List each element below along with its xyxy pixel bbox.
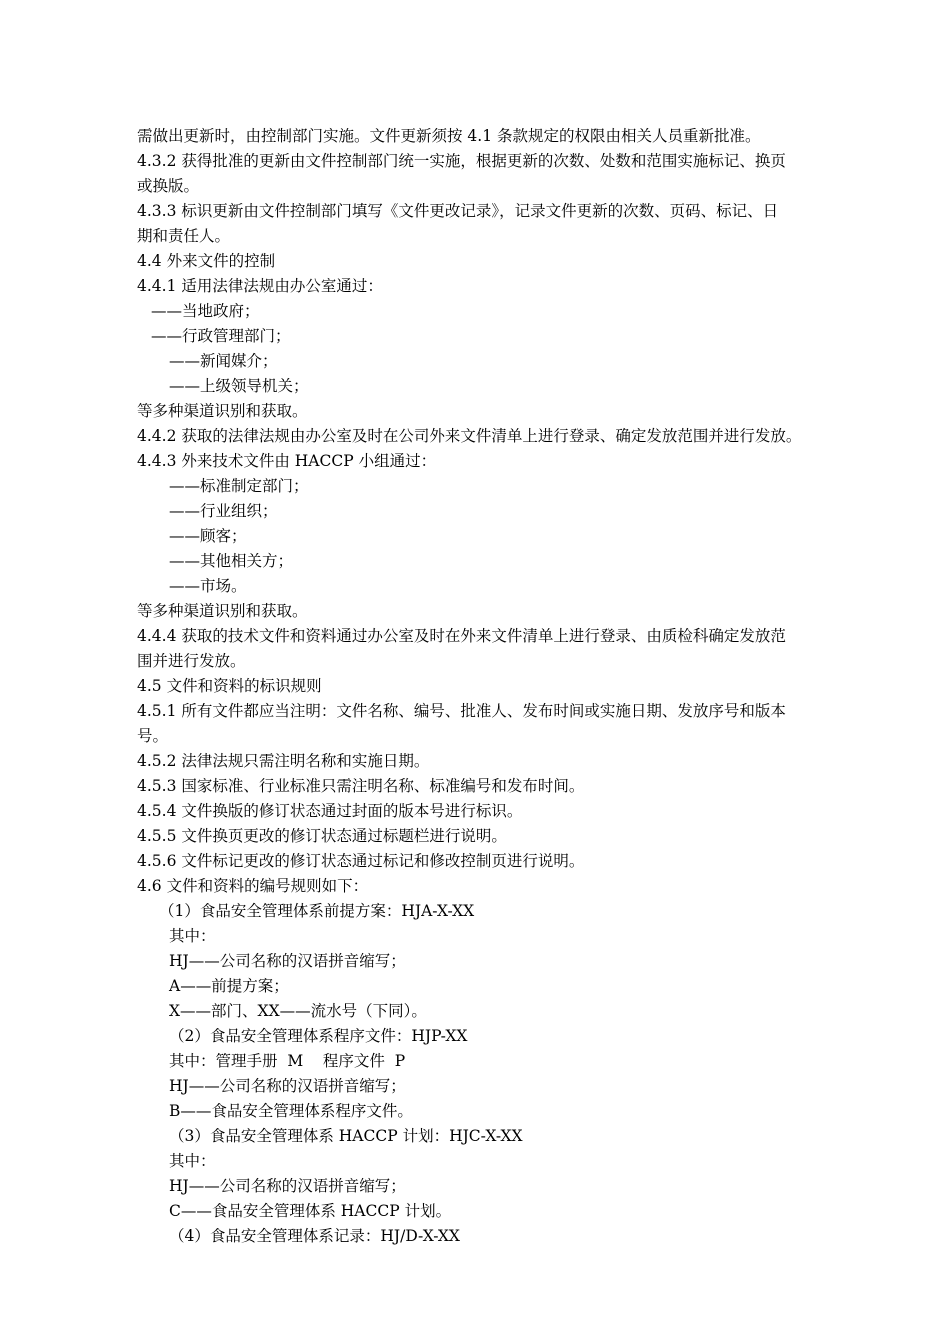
text-line: 4.5.5 文件换页更改的修订状态通过标题栏进行说明。: [137, 827, 507, 845]
text-line: （1）食品安全管理体系前提方案：HJA-X-XX: [159, 902, 475, 920]
text-line: 围并进行发放。: [137, 652, 246, 670]
text-line: X——部门、XX——流水号（下同）。: [169, 1002, 427, 1020]
text-line: 4.6 文件和资料的编号规则如下：: [137, 877, 369, 895]
text-line: 期和责任人。: [137, 227, 231, 245]
text-line: A——前提方案；: [169, 977, 289, 995]
text-line: HJ——公司名称的汉语拼音缩写；: [169, 1077, 406, 1095]
text-line: 等多种渠道识别和获取。: [137, 602, 308, 620]
text-line: 号。: [137, 727, 169, 745]
text-line: HJ——公司名称的汉语拼音缩写；: [169, 1177, 406, 1195]
text-line: 其中：管理手册 M 程序文件 P: [169, 1052, 406, 1070]
text-line: ——顾客；: [169, 527, 247, 545]
text-line: HJ——公司名称的汉语拼音缩写；: [169, 952, 406, 970]
text-line: 4.4.1 适用法律法规由办公室通过：: [137, 277, 383, 295]
text-line: 等多种渠道识别和获取。: [137, 402, 308, 420]
text-line: 4.4 外来文件的控制: [137, 252, 276, 270]
text-line: 4.5.4 文件换版的修订状态通过封面的版本号进行标识。: [137, 802, 523, 820]
text-line: ——新闻媒介；: [169, 352, 278, 370]
text-line: 4.3.3 标识更新由文件控制部门填写《文件更改记录》，记录文件更新的次数、页码、标记、日: [137, 202, 779, 220]
text-line: ——标准制定部门；: [169, 477, 309, 495]
text-line: ——其他相关方；: [169, 552, 294, 570]
text-line: 4.3.2 获得批准的更新由文件控制部门统一实施，根据更新的次数、处数和范围实施标记、换页: [137, 152, 786, 170]
text-line: 4.4.2 获取的法律法规由办公室及时在公司外来文件清单上进行登录、确定发放范围并进行发放。: [137, 427, 802, 445]
text-line: 4.5 文件和资料的标识规则: [137, 677, 322, 695]
text-line: （4）食品安全管理体系记录：HJ/D-X-XX: [169, 1227, 460, 1245]
text-line: 4.5.2 法律法规只需注明名称和实施日期。: [137, 752, 430, 770]
text-line: B——食品安全管理体系程序文件。: [169, 1102, 413, 1120]
document-body: [137, 124, 840, 1249]
text-line: 其中：: [169, 1152, 216, 1170]
text-line: 4.5.3 国家标准、行业标准只需注明名称、标准编号和发布时间。: [137, 777, 585, 795]
text-line: 需做出更新时，由控制部门实施。文件更新须按 4.1 条款规定的权限由相关人员重新批准。: [137, 127, 761, 145]
text-line: 或换版。: [137, 177, 200, 195]
text-line: 其中：: [169, 927, 216, 945]
text-line: ——行政管理部门；: [151, 327, 291, 345]
text-line: ——当地政府；: [151, 302, 260, 320]
text-line: ——行业组织；: [169, 502, 278, 520]
text-line: C——食品安全管理体系 HACCP 计划。: [169, 1202, 452, 1220]
text-line: 4.4.4 获取的技术文件和资料通过办公室及时在外来文件清单上进行登录、由质检科确定发放范: [137, 627, 786, 645]
text-line: （3）食品安全管理体系 HACCP 计划：HJC-X-XX: [169, 1127, 523, 1145]
text-line: ——市场。: [169, 577, 247, 595]
text-line: 4.5.6 文件标记更改的修订状态通过标记和修改控制页进行说明。: [137, 852, 585, 870]
text-line: 4.4.3 外来技术文件由 HACCP 小组通过：: [137, 452, 437, 470]
text-line: 4.5.1 所有文件都应当注明：文件名称、编号、批准人、发布时间或实施日期、发放序号和版本: [137, 702, 786, 720]
text-line: （2）食品安全管理体系程序文件：HJP-XX: [169, 1027, 468, 1045]
text-line: ——上级领导机关；: [169, 377, 309, 395]
